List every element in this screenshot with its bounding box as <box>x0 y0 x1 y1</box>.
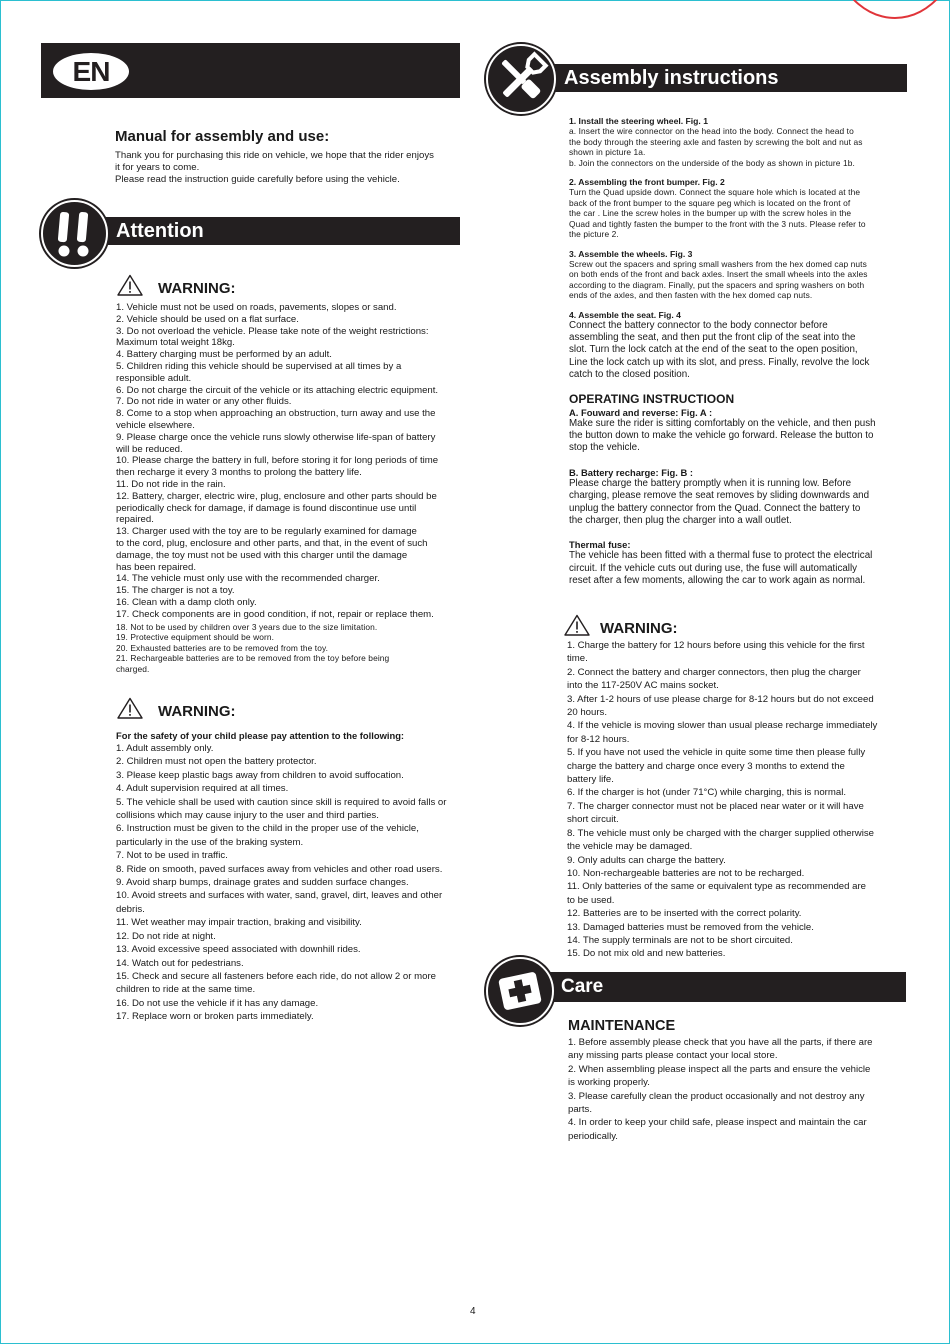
step-3-line: ends of the axles, and then fasten with the hex domed cap nuts. <box>569 290 813 300</box>
warning-1-line: 12. Battery, charger, electric wire, plug, enclosure and other parts should be <box>116 490 437 502</box>
warning-1-small-line: 21. Rechargeable batteries are to be removed from the toy before being <box>116 653 390 664</box>
maintenance-list <box>568 1036 908 1143</box>
warning-2-line: 16. Do not use the vehicle if it has any damage. <box>116 997 319 1009</box>
warning-3-line: 11. Only batteries of the same or equivalent type as recommended are <box>567 881 866 893</box>
warning-2-line: 17. Replace worn or broken parts immediately. <box>116 1011 314 1023</box>
safety-heading: For the safety of your child please pay attention to the following: <box>116 730 405 741</box>
warning-2-line: 10. Avoid streets and surfaces with water, sand, gravel, dirt, leaves and other <box>116 890 443 902</box>
step-1-line: the body through the steering axle and fasten by screwing the bolt and nut as <box>569 136 863 147</box>
maintenance-line: any missing parts please contact your local store. <box>568 1050 778 1062</box>
step-4-text <box>569 320 904 382</box>
warning-2-line: 3. Please keep plastic bags away from children to avoid suffocation. <box>116 769 404 781</box>
step-4-line: catch to the closed position. <box>569 369 690 381</box>
maintenance-line: 1. Before assembly please check that you have all the parts, if there are <box>568 1037 873 1048</box>
warning-1-line: periodically check for damage, if damage is found discontinue use until <box>116 502 417 514</box>
care-title: Care <box>561 976 604 997</box>
warning-3-line: 14. The supply terminals are not to be short circuited. <box>567 934 793 946</box>
warning-2-line: children to ride at the same time. <box>116 984 256 996</box>
page-number: 4 <box>470 1306 476 1317</box>
maintenance-line: is working properly. <box>568 1077 650 1089</box>
thermal-line: circuit. If the vehicle cuts out during use, the fuse will automatically <box>569 562 858 574</box>
maintenance-line: 2. When assembling please inspect all the parts and ensure the vehicle <box>568 1063 871 1075</box>
care-icon <box>486 957 554 1025</box>
warning-1-small-line: charged. <box>116 663 150 674</box>
warning-3-line: 10. Non-rechargeable batteries are not to be recharged. <box>567 867 805 879</box>
warning-1-line: 4. Battery charging must be performed by an adult. <box>116 349 332 361</box>
warning-1-line: Maximum total weight 18kg. <box>116 337 235 349</box>
warning-1-line: 8. Come to a stop when approaching an obstruction, turn away and use the <box>116 408 436 420</box>
manual-title: Manual for assembly and use: <box>115 128 330 145</box>
thermal-line: reset after a few moments, allowing the car to work again as normal. <box>569 575 866 587</box>
warning-1-small-list <box>116 622 466 675</box>
warning-2-line: 13. Avoid excessive speed associated with downhill rides. <box>116 944 361 956</box>
language-badge-text: EN <box>72 55 110 87</box>
operating-title: OPERATING INSTRUCTIOON <box>569 391 735 406</box>
warning-1-line: will be reduced. <box>116 443 183 455</box>
operating-a-line: the button down to make the vehicle go forward. Release the button to <box>569 429 874 441</box>
intro-text <box>115 150 460 185</box>
warning-1-line: 16. Clean with a damp cloth only. <box>116 596 257 608</box>
warning-3-line: 4. If the vehicle is moving slower than usual please recharge immediately <box>567 720 878 732</box>
warning-3-line: the vehicle may be damaged. <box>567 841 693 853</box>
warning-1-line: 6. Do not charge the circuit of the vehicle or its attaching electric equipment. <box>116 384 439 396</box>
step-1-line: shown in picture 1a. <box>569 147 646 157</box>
step-4-heading: 4. Assemble the seat. Fig. 4 <box>569 309 681 320</box>
warning-1-line: responsible adult. <box>116 372 192 384</box>
step-3-heading: 3. Assemble the wheels. Fig. 3 <box>569 248 693 259</box>
warning-1-line: 2. Vehicle should be used on a flat surface. <box>116 313 299 325</box>
warning-1-line: 10. Please charge the battery in full, before storing it for long periods of time <box>116 455 439 467</box>
warning-3-line: 1. Charge the battery for 12 hours before using this vehicle for the first <box>567 640 865 651</box>
maintenance-line: parts. <box>568 1104 592 1116</box>
maintenance-title: MAINTENANCE <box>568 1018 676 1034</box>
warning-2-line: debris. <box>116 903 145 915</box>
warning-1-small-line: 19. Protective equipment should be worn. <box>116 632 275 643</box>
operating-a-line: Make sure the rider is sitting comfortably on the vehicle, and then push <box>569 417 876 429</box>
warning-2-line: 8. Ride on smooth, paved surfaces away from vehicles and other road users. <box>116 863 443 875</box>
warning-3-line: 13. Damaged batteries must be removed from the vehicle. <box>567 921 814 933</box>
warning-3-line: 2. Connect the battery and charger connectors, then plug the charger <box>567 666 861 678</box>
warning-2-line: 6. Instruction must be given to the child in the proper use of the vehicle, <box>116 823 419 835</box>
operating-b-line: the charger, then plug the charger into a wall outlet. <box>569 514 792 526</box>
warning-2-line: particularly in the use of the braking system. <box>116 836 304 848</box>
warning-3-line: short circuit. <box>567 814 619 826</box>
warning-3-line: time. <box>567 653 588 665</box>
warning-2-list <box>116 742 471 1024</box>
tools-icon <box>486 44 556 114</box>
step-1-heading: 1. Install the steering wheel. Fig. 1 <box>569 116 708 126</box>
warning-2-line: 2. Children must not open the battery protector. <box>116 756 317 768</box>
warning-3-line: 15. Do not mix old and new batteries. <box>567 948 726 960</box>
intro-line: Please read the instruction guide carefully before using the vehicle. <box>115 173 400 185</box>
warning-3-list <box>567 639 907 961</box>
thermal-line: The vehicle has been fitted with a thermal fuse to protect the electrical <box>569 550 873 562</box>
warning-2-title: WARNING: <box>158 703 236 720</box>
language-badge <box>53 53 129 90</box>
warning-3-line: to be used. <box>567 894 615 906</box>
warning-1-line: 5. Children riding this vehicle should be supervised at all times by a <box>116 360 402 372</box>
wrench-screwdriver-icon <box>488 46 554 112</box>
warning-3-title: WARNING: <box>600 620 678 637</box>
warning-3-line: 5. If you have not used the vehicle in quite some time then please fully <box>567 747 866 759</box>
step-2-line: Turn the Quad upside down. Connect the square hole which is located at the <box>569 187 861 197</box>
maintenance-line: 4. In order to keep your child safe, please inspect and maintain the car <box>568 1117 867 1129</box>
warning-1-line: 3. Do not overload the vehicle. Please take note of the weight restrictions: <box>116 325 429 337</box>
operating-b-text <box>569 478 904 528</box>
warning-1-small-line: 20. Exhausted batteries are to be removed from the toy. <box>116 642 329 653</box>
step-4-line: assembling the seat, and then put the front clip of the seat into the <box>569 331 856 343</box>
warning-2-line: 15. Check and secure all fasteners before each ride, do not allow 2 or more <box>116 970 436 982</box>
operating-b-line: charging, please remove the seat removes by sliding downwards and <box>569 490 870 502</box>
step-3-line: on both ends of the front and back axles. Insert the small wheels into the axles <box>569 269 868 279</box>
warning-triangle-icon <box>117 697 143 719</box>
warning-3-line: 3. After 1-2 hours of use please charge for 8-12 hours but do not exceed <box>567 693 874 705</box>
operating-b-line: unplug the battery connector from the Quad. Connect the battery to <box>569 502 861 514</box>
warning-1-line: has been repaired. <box>116 561 197 573</box>
warning-3-line: 20 hours. <box>567 707 608 719</box>
thermal-text <box>569 550 904 587</box>
warning-1-line: repaired. <box>116 514 154 526</box>
warning-3-line: 9. Only adults can charge the battery. <box>567 854 726 866</box>
assembly-title: Assembly instructions <box>564 67 779 89</box>
attention-icon <box>41 200 108 267</box>
step-2-line: the car . Line the screw holes in the bumper up with the screw holes in the <box>569 208 852 218</box>
step-4-line: Connect the battery connector to the body connector before <box>569 319 828 331</box>
warning-1-line: 17. Check components are in good condition, if not, repair or replace them. <box>116 608 434 620</box>
maintenance-line: 3. Please carefully clean the product occasionally and not destroy any <box>568 1090 865 1102</box>
maintenance-line: periodically. <box>568 1130 618 1142</box>
warning-1-line: 1. Vehicle must not be used on roads, pavements, slopes or sand. <box>116 302 397 313</box>
step-2-heading: 2. Assembling the front bumper. Fig. 2 <box>569 177 725 187</box>
step-2-line: back of the front bumper to the square peg which is located on the front of <box>569 197 851 208</box>
warning-1-title: WARNING: <box>158 280 236 297</box>
warning-3-line: 6. If the charger is hot (under 71°C) while charging, this is normal. <box>567 787 846 799</box>
operating-a-line: stop the vehicle. <box>569 442 640 454</box>
warning-1-line: 15. The charger is not a toy. <box>116 585 235 597</box>
step-2-line: Quad and tightly fasten the bumper to the front with the 3 nuts. Please refer to <box>569 218 866 229</box>
operating-b-heading: B. Battery recharge: Fig. B : <box>569 466 693 478</box>
warning-2-line: collisions which may cause injury to the user and third parties. <box>116 810 379 822</box>
warning-3-line: 8. The vehicle must only be charged with the charger supplied otherwise <box>567 827 874 839</box>
intro-line: it for years to come. <box>115 161 200 173</box>
warning-1-line: damage, the toy must not be used with this charger until the damage <box>116 549 408 561</box>
warning-2-line: 9. Avoid sharp bumps, drainage grates and sudden surface changes. <box>116 877 409 889</box>
step-3-line: according to the diagram. Finally, put the spacers and spring washers on both <box>569 279 865 290</box>
first-aid-cross-icon <box>488 959 552 1023</box>
step-1-line: b. Join the connectors on the underside of the body as shown in picture 1b. <box>569 157 855 168</box>
intro-line: Thank you for purchasing this ride on vehicle, we hope that the rider enjoys <box>115 150 434 161</box>
warning-1-line: 7. Do not ride in water or any other fluids. <box>116 396 292 408</box>
warning-3-line: 7. The charger connector must not be placed near water or it will have <box>567 800 864 812</box>
warning-1-line: vehicle elsewhere. <box>116 419 195 431</box>
warning-2-line: 12. Do not ride at night. <box>116 930 216 942</box>
warning-3-line: charge the battery and charge once every 3 months to extend the <box>567 760 845 772</box>
step-4-line: Line the lock catch up with its slot, and press. Finally, revolve the lock <box>569 356 870 368</box>
attention-title: Attention <box>116 220 204 242</box>
warning-1-line: 9. Please charge once the vehicle runs slowly otherwise life-span of battery <box>116 431 436 443</box>
warning-1-small-line: 18. Not to be used by children over 3 years due to the size limitation. <box>116 621 378 632</box>
warning-2-line: 7. Not to be used in traffic. <box>116 850 228 862</box>
warning-2-line: 5. The vehicle shall be used with caution since skill is required to avoid falls or <box>116 796 447 808</box>
warning-3-line: battery life. <box>567 774 614 786</box>
warning-1-line: 11. Do not ride in the rain. <box>116 478 226 490</box>
step-1-text <box>569 126 904 168</box>
warning-2-line: 11. Wet weather may impair traction, braking and visibility. <box>116 917 362 929</box>
warning-3-line: 12. Batteries are to be inserted with the correct polarity. <box>567 908 802 920</box>
warning-1-list <box>116 302 466 621</box>
warning-2-line: 4. Adult supervision required at all times. <box>116 783 289 795</box>
warning-2-line: 14. Watch out for pedestrians. <box>116 957 244 969</box>
warning-1-line: 13. Charger used with the toy are to be regularly examined for damage <box>116 526 417 538</box>
warning-3-line: for 8-12 hours. <box>567 733 630 745</box>
warning-1-line: 14. The vehicle must only use with the recommended charger. <box>116 573 380 585</box>
warning-2-line: 1. Adult assembly only. <box>116 743 214 754</box>
warning-triangle-icon <box>564 614 590 636</box>
step-2-line: the picture 2. <box>569 229 619 239</box>
step-3-line: Screw out the spacers and spring small washers from the hex domed cap nuts <box>569 258 867 269</box>
warning-1-line: to the cord, plug, enclosure and other parts, and that, in the event of such <box>116 537 428 549</box>
step-3-text <box>569 259 904 301</box>
warning-3-line: into the 117-250V AC mains socket. <box>567 680 719 692</box>
step-1-line: a. Insert the wire connector on the head into the body. Connect the head to <box>569 126 854 136</box>
operating-a-heading: A. Fouward and reverse: Fig. A : <box>569 406 713 418</box>
step-4-line: slot. Turn the lock catch at the end of the seat to the open position, <box>569 344 858 356</box>
exclamation-icon <box>43 202 106 265</box>
operating-a-text <box>569 418 904 455</box>
thermal-heading: Thermal fuse: <box>569 539 631 551</box>
operating-b-line: Please charge the battery promptly when it is running low. Before <box>569 477 852 489</box>
warning-triangle-icon <box>117 274 143 296</box>
warning-1-line: then recharge it every 3 months to prolong the battery life. <box>116 467 362 479</box>
step-2-text <box>569 187 904 240</box>
